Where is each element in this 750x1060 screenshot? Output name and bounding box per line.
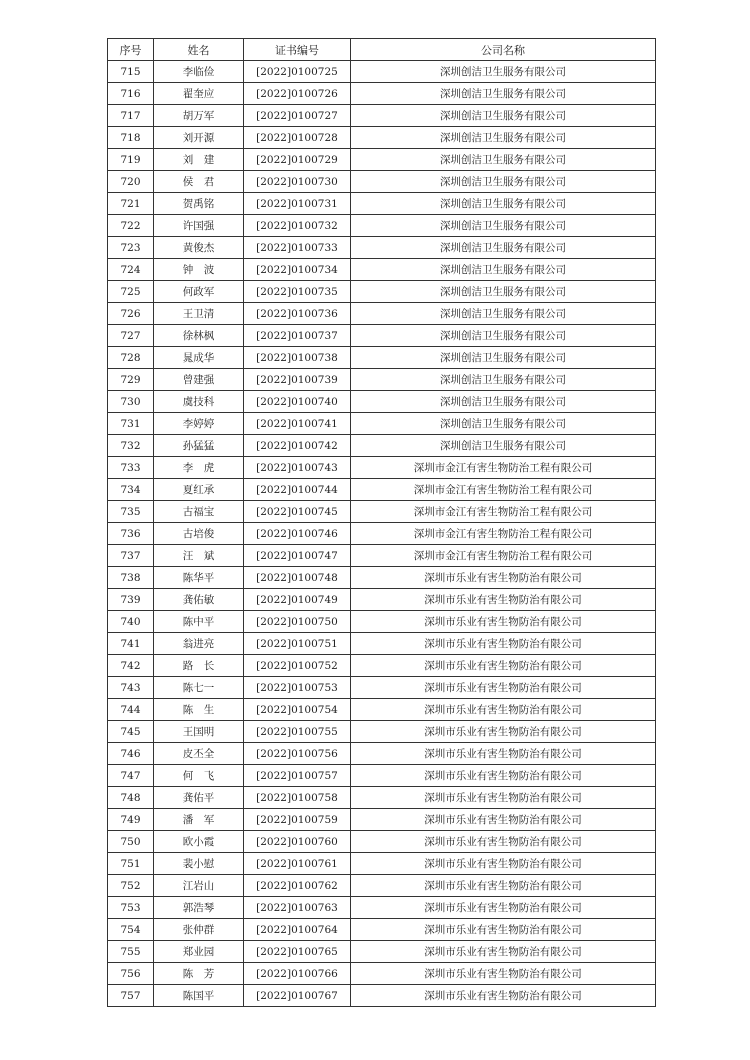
cell-serial-number: 727	[108, 325, 154, 347]
cell-certificate-number: [2022]0100756	[244, 743, 351, 765]
cell-certificate-number: [2022]0100763	[244, 897, 351, 919]
table-row	[108, 105, 656, 127]
cell-company-name: 深圳市乐业有害生物防治有限公司	[351, 567, 656, 589]
cell-certificate-number: [2022]0100760	[244, 831, 351, 853]
cell-serial-number: 734	[108, 479, 154, 501]
cell-certificate-number: [2022]0100761	[244, 853, 351, 875]
header-company-name: 公司名称	[351, 39, 656, 61]
cell-certificate-number: [2022]0100734	[244, 259, 351, 281]
table-row	[108, 435, 656, 457]
cell-company-name: 深圳创洁卫生服务有限公司	[351, 259, 656, 281]
cell-name: 王卫清	[154, 303, 244, 325]
cell-serial-number: 757	[108, 985, 154, 1007]
cell-company-name: 深圳创洁卫生服务有限公司	[351, 369, 656, 391]
cell-company-name: 深圳创洁卫生服务有限公司	[351, 83, 656, 105]
cell-serial-number: 752	[108, 875, 154, 897]
cell-company-name: 深圳市乐业有害生物防治有限公司	[351, 897, 656, 919]
cell-serial-number: 741	[108, 633, 154, 655]
table-row	[108, 611, 656, 633]
cell-company-name: 深圳市金江有害生物防治工程有限公司	[351, 501, 656, 523]
cell-serial-number: 733	[108, 457, 154, 479]
cell-name: 虞技科	[154, 391, 244, 413]
cell-name: 刘 建	[154, 149, 244, 171]
cell-company-name: 深圳创洁卫生服务有限公司	[351, 391, 656, 413]
cell-company-name: 深圳市乐业有害生物防治有限公司	[351, 589, 656, 611]
cell-certificate-number: [2022]0100739	[244, 369, 351, 391]
cell-company-name: 深圳创洁卫生服务有限公司	[351, 281, 656, 303]
header-name: 姓名	[154, 39, 244, 61]
cell-certificate-number: [2022]0100749	[244, 589, 351, 611]
cell-name: 晁成华	[154, 347, 244, 369]
table-row	[108, 325, 656, 347]
cell-certificate-number: [2022]0100743	[244, 457, 351, 479]
table-row	[108, 853, 656, 875]
table-row	[108, 809, 656, 831]
cell-serial-number: 716	[108, 83, 154, 105]
table-row	[108, 237, 656, 259]
table-row	[108, 545, 656, 567]
cell-company-name: 深圳创洁卫生服务有限公司	[351, 105, 656, 127]
table-row	[108, 215, 656, 237]
cell-company-name: 深圳市乐业有害生物防治有限公司	[351, 677, 656, 699]
cell-serial-number: 756	[108, 963, 154, 985]
table-row	[108, 83, 656, 105]
cell-name: 潘 军	[154, 809, 244, 831]
cell-name: 陈中平	[154, 611, 244, 633]
cell-company-name: 深圳市乐业有害生物防治有限公司	[351, 655, 656, 677]
cell-certificate-number: [2022]0100762	[244, 875, 351, 897]
cell-company-name: 深圳市乐业有害生物防治有限公司	[351, 809, 656, 831]
table-row	[108, 303, 656, 325]
cell-certificate-number: [2022]0100731	[244, 193, 351, 215]
cell-certificate-number: [2022]0100753	[244, 677, 351, 699]
table-row	[108, 149, 656, 171]
cell-serial-number: 736	[108, 523, 154, 545]
table-row	[108, 479, 656, 501]
cell-certificate-number: [2022]0100757	[244, 765, 351, 787]
table-header-row	[108, 39, 656, 61]
cell-company-name: 深圳市乐业有害生物防治有限公司	[351, 721, 656, 743]
cell-company-name: 深圳市金江有害生物防治工程有限公司	[351, 479, 656, 501]
table-row	[108, 413, 656, 435]
cell-name: 徐林枫	[154, 325, 244, 347]
table-row	[108, 347, 656, 369]
cell-serial-number: 720	[108, 171, 154, 193]
cell-name: 何 飞	[154, 765, 244, 787]
cell-name: 皮丕全	[154, 743, 244, 765]
cell-certificate-number: [2022]0100766	[244, 963, 351, 985]
table-row	[108, 765, 656, 787]
cell-name: 何政军	[154, 281, 244, 303]
table-row	[108, 787, 656, 809]
cell-serial-number: 715	[108, 61, 154, 83]
cell-name: 陈七一	[154, 677, 244, 699]
cell-company-name: 深圳创洁卫生服务有限公司	[351, 347, 656, 369]
cell-company-name: 深圳创洁卫生服务有限公司	[351, 325, 656, 347]
cell-serial-number: 719	[108, 149, 154, 171]
cell-certificate-number: [2022]0100730	[244, 171, 351, 193]
cell-name: 张仲群	[154, 919, 244, 941]
cell-certificate-number: [2022]0100765	[244, 941, 351, 963]
cell-company-name: 深圳创洁卫生服务有限公司	[351, 215, 656, 237]
table-row	[108, 655, 656, 677]
table-row	[108, 677, 656, 699]
cell-certificate-number: [2022]0100738	[244, 347, 351, 369]
cell-company-name: 深圳市乐业有害生物防治有限公司	[351, 831, 656, 853]
cell-serial-number: 744	[108, 699, 154, 721]
cell-serial-number: 735	[108, 501, 154, 523]
cell-name: 黄俊杰	[154, 237, 244, 259]
cell-certificate-number: [2022]0100727	[244, 105, 351, 127]
cell-name: 李婷婷	[154, 413, 244, 435]
cell-serial-number: 721	[108, 193, 154, 215]
table-row	[108, 391, 656, 413]
cell-serial-number: 737	[108, 545, 154, 567]
cell-certificate-number: [2022]0100750	[244, 611, 351, 633]
cell-company-name: 深圳市乐业有害生物防治有限公司	[351, 633, 656, 655]
table-row	[108, 589, 656, 611]
cell-company-name: 深圳市乐业有害生物防治有限公司	[351, 765, 656, 787]
cell-certificate-number: [2022]0100755	[244, 721, 351, 743]
cell-name: 夏红承	[154, 479, 244, 501]
cell-serial-number: 724	[108, 259, 154, 281]
cell-certificate-number: [2022]0100745	[244, 501, 351, 523]
table-row	[108, 281, 656, 303]
cell-name: 胡万军	[154, 105, 244, 127]
table-row	[108, 567, 656, 589]
table-row	[108, 259, 656, 281]
cell-name: 古培俊	[154, 523, 244, 545]
cell-company-name: 深圳创洁卫生服务有限公司	[351, 149, 656, 171]
table-row	[108, 171, 656, 193]
table-row	[108, 127, 656, 149]
cell-company-name: 深圳市乐业有害生物防治有限公司	[351, 875, 656, 897]
cell-serial-number: 730	[108, 391, 154, 413]
table-row	[108, 919, 656, 941]
cell-company-name: 深圳市乐业有害生物防治有限公司	[351, 853, 656, 875]
cell-certificate-number: [2022]0100728	[244, 127, 351, 149]
cell-name: 陈 生	[154, 699, 244, 721]
cell-certificate-number: [2022]0100759	[244, 809, 351, 831]
cell-name: 翁进亮	[154, 633, 244, 655]
cell-certificate-number: [2022]0100742	[244, 435, 351, 457]
cell-certificate-number: [2022]0100726	[244, 83, 351, 105]
table-row	[108, 897, 656, 919]
table-body	[108, 61, 656, 1007]
table-row	[108, 501, 656, 523]
cell-certificate-number: [2022]0100729	[244, 149, 351, 171]
cell-serial-number: 745	[108, 721, 154, 743]
cell-name: 汪 斌	[154, 545, 244, 567]
table-row	[108, 831, 656, 853]
cell-name: 李临俭	[154, 61, 244, 83]
cell-company-name: 深圳市金江有害生物防治工程有限公司	[351, 523, 656, 545]
table-row	[108, 963, 656, 985]
cell-certificate-number: [2022]0100735	[244, 281, 351, 303]
cell-name: 郭浩琴	[154, 897, 244, 919]
cell-company-name: 深圳市乐业有害生物防治有限公司	[351, 787, 656, 809]
cell-serial-number: 723	[108, 237, 154, 259]
cell-company-name: 深圳创洁卫生服务有限公司	[351, 61, 656, 83]
table-row	[108, 633, 656, 655]
table-row	[108, 875, 656, 897]
cell-serial-number: 755	[108, 941, 154, 963]
cell-certificate-number: [2022]0100744	[244, 479, 351, 501]
cell-serial-number: 746	[108, 743, 154, 765]
cell-name: 江岩山	[154, 875, 244, 897]
cell-serial-number: 754	[108, 919, 154, 941]
cell-name: 翟奎应	[154, 83, 244, 105]
cell-name: 路 长	[154, 655, 244, 677]
cell-name: 王国明	[154, 721, 244, 743]
cell-company-name: 深圳市金江有害生物防治工程有限公司	[351, 545, 656, 567]
cell-serial-number: 748	[108, 787, 154, 809]
cell-serial-number: 718	[108, 127, 154, 149]
cell-company-name: 深圳创洁卫生服务有限公司	[351, 303, 656, 325]
table-row	[108, 941, 656, 963]
cell-company-name: 深圳创洁卫生服务有限公司	[351, 435, 656, 457]
cell-serial-number: 722	[108, 215, 154, 237]
cell-certificate-number: [2022]0100725	[244, 61, 351, 83]
cell-name: 贺禹铭	[154, 193, 244, 215]
certificate-table	[107, 38, 656, 1007]
table-row	[108, 985, 656, 1007]
cell-name: 侯 君	[154, 171, 244, 193]
cell-serial-number: 740	[108, 611, 154, 633]
cell-serial-number: 717	[108, 105, 154, 127]
cell-company-name: 深圳创洁卫生服务有限公司	[351, 413, 656, 435]
cell-serial-number: 726	[108, 303, 154, 325]
cell-name: 李 虎	[154, 457, 244, 479]
cell-certificate-number: [2022]0100732	[244, 215, 351, 237]
cell-name: 古福宝	[154, 501, 244, 523]
table-row	[108, 699, 656, 721]
cell-certificate-number: [2022]0100741	[244, 413, 351, 435]
cell-certificate-number: [2022]0100748	[244, 567, 351, 589]
cell-certificate-number: [2022]0100746	[244, 523, 351, 545]
cell-name: 陈国平	[154, 985, 244, 1007]
table-row	[108, 193, 656, 215]
cell-certificate-number: [2022]0100751	[244, 633, 351, 655]
cell-serial-number: 731	[108, 413, 154, 435]
cell-serial-number: 743	[108, 677, 154, 699]
table-row	[108, 369, 656, 391]
cell-name: 陈 芳	[154, 963, 244, 985]
cell-certificate-number: [2022]0100737	[244, 325, 351, 347]
table-row	[108, 61, 656, 83]
cell-serial-number: 749	[108, 809, 154, 831]
cell-serial-number: 751	[108, 853, 154, 875]
table-row	[108, 743, 656, 765]
cell-name: 曾建强	[154, 369, 244, 391]
cell-name: 欧小霞	[154, 831, 244, 853]
cell-certificate-number: [2022]0100767	[244, 985, 351, 1007]
cell-serial-number: 738	[108, 567, 154, 589]
cell-company-name: 深圳市乐业有害生物防治有限公司	[351, 919, 656, 941]
cell-certificate-number: [2022]0100747	[244, 545, 351, 567]
cell-company-name: 深圳市乐业有害生物防治有限公司	[351, 743, 656, 765]
cell-serial-number: 725	[108, 281, 154, 303]
header-serial-number: 序号	[108, 39, 154, 61]
cell-company-name: 深圳市乐业有害生物防治有限公司	[351, 941, 656, 963]
cell-company-name: 深圳创洁卫生服务有限公司	[351, 193, 656, 215]
cell-name: 陈华平	[154, 567, 244, 589]
cell-serial-number: 747	[108, 765, 154, 787]
cell-company-name: 深圳创洁卫生服务有限公司	[351, 171, 656, 193]
cell-company-name: 深圳市乐业有害生物防治有限公司	[351, 611, 656, 633]
cell-certificate-number: [2022]0100754	[244, 699, 351, 721]
cell-company-name: 深圳市乐业有害生物防治有限公司	[351, 699, 656, 721]
table-row	[108, 523, 656, 545]
cell-company-name: 深圳市乐业有害生物防治有限公司	[351, 985, 656, 1007]
cell-certificate-number: [2022]0100764	[244, 919, 351, 941]
cell-name: 龚佑平	[154, 787, 244, 809]
cell-name: 龚佑敏	[154, 589, 244, 611]
cell-name: 孙猛猛	[154, 435, 244, 457]
cell-name: 郑业园	[154, 941, 244, 963]
cell-name: 刘开源	[154, 127, 244, 149]
cell-company-name: 深圳市金江有害生物防治工程有限公司	[351, 457, 656, 479]
cell-certificate-number: [2022]0100752	[244, 655, 351, 677]
cell-name: 许国强	[154, 215, 244, 237]
table-row	[108, 457, 656, 479]
cell-name: 钟 波	[154, 259, 244, 281]
cell-company-name: 深圳创洁卫生服务有限公司	[351, 127, 656, 149]
cell-certificate-number: [2022]0100736	[244, 303, 351, 325]
cell-serial-number: 728	[108, 347, 154, 369]
cell-name: 裴小慰	[154, 853, 244, 875]
header-certificate-number: 证书编号	[244, 39, 351, 61]
cell-serial-number: 729	[108, 369, 154, 391]
table-row	[108, 721, 656, 743]
cell-serial-number: 739	[108, 589, 154, 611]
cell-serial-number: 732	[108, 435, 154, 457]
cell-certificate-number: [2022]0100758	[244, 787, 351, 809]
cell-certificate-number: [2022]0100733	[244, 237, 351, 259]
cell-serial-number: 753	[108, 897, 154, 919]
cell-certificate-number: [2022]0100740	[244, 391, 351, 413]
cell-company-name: 深圳创洁卫生服务有限公司	[351, 237, 656, 259]
cell-company-name: 深圳市乐业有害生物防治有限公司	[351, 963, 656, 985]
cell-serial-number: 742	[108, 655, 154, 677]
cell-serial-number: 750	[108, 831, 154, 853]
